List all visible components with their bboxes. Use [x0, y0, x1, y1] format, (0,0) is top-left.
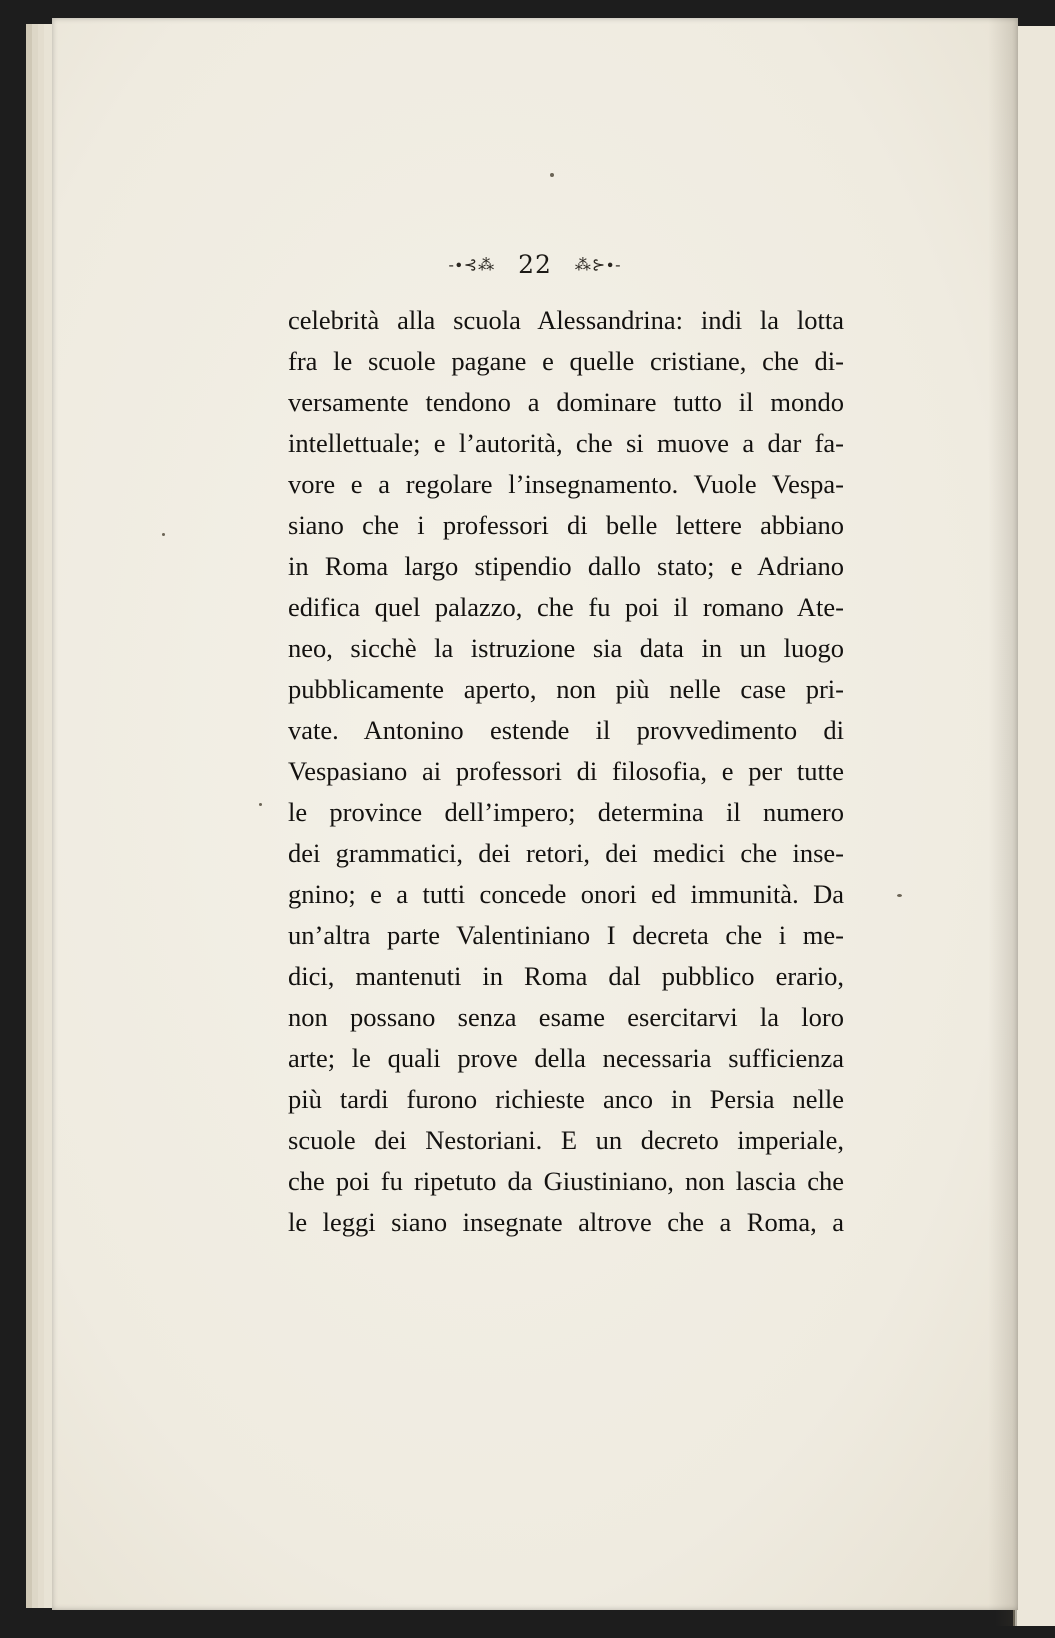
paper-speck — [162, 533, 165, 536]
facing-page-edge — [1013, 26, 1055, 1626]
text-line: dei grammatici, dei retori, dei medici che inse- — [288, 838, 844, 868]
paper-speck — [550, 173, 554, 177]
text-line: versamente tendono a dominare tutto il mondo — [288, 387, 844, 417]
text-line: vate. Antonino estende il provvedimento di — [288, 715, 844, 745]
text-line: gnino; e a tutti concede onori ed immunità. Da — [288, 879, 844, 909]
text-line: dici, mantenuti in Roma dal pubblico erario, — [288, 961, 844, 991]
text-line: intellettuale; e l’autorità, che si muove a dar fa- — [288, 428, 844, 458]
header-ornament-right: ⁂⊱∙- — [574, 255, 622, 274]
paper-speck — [897, 894, 902, 897]
text-line: pubblicamente aperto, non più nelle case pri- — [288, 674, 844, 704]
text-line: in Roma largo stipendio dallo stato; e Adriano — [288, 551, 844, 581]
text-line: le province dell’impero; determina il numero — [288, 797, 844, 827]
book-page — [52, 18, 1018, 1610]
running-header — [52, 250, 1018, 279]
text-line: fra le scuole pagane e quelle cristiane, che di- — [288, 346, 844, 376]
text-line: celebrità alla scuola Alessandrina: indi la lotta — [288, 305, 844, 335]
text-line: edifica quel palazzo, che fu poi il romano Ate- — [288, 592, 844, 622]
text-line: vore e a regolare l’insegnamento. Vuole Vespa- — [288, 469, 844, 499]
text-line: scuole dei Nestoriani. E un decreto imperiale, — [288, 1125, 844, 1155]
paper-speck — [259, 803, 262, 806]
header-ornament-left: -∙⊰⁂ — [448, 255, 496, 274]
text-line: non possano senza esame esercitarvi la loro — [288, 1002, 844, 1032]
text-line: neo, sicchè la istruzione sia data in un luogo — [288, 633, 844, 663]
text-line: siano che i professori di belle lettere abbiano — [288, 510, 844, 540]
body-text — [288, 300, 844, 1243]
page-number: 22 — [518, 250, 552, 279]
text-line: arte; le quali prove della necessaria sufficienza — [288, 1043, 844, 1073]
text-line: più tardi furono richieste anco in Persia nelle — [288, 1084, 844, 1114]
text-line: un’altra parte Valentiniano I decreta che i me- — [288, 920, 844, 950]
text-line: Vespasiano ai professori di filosofia, e per tutte — [288, 756, 844, 786]
text-line: le leggi siano insegnate altrove che a Roma, a — [288, 1207, 844, 1237]
text-line: che poi fu ripetuto da Giustiniano, non lascia che — [288, 1166, 844, 1196]
